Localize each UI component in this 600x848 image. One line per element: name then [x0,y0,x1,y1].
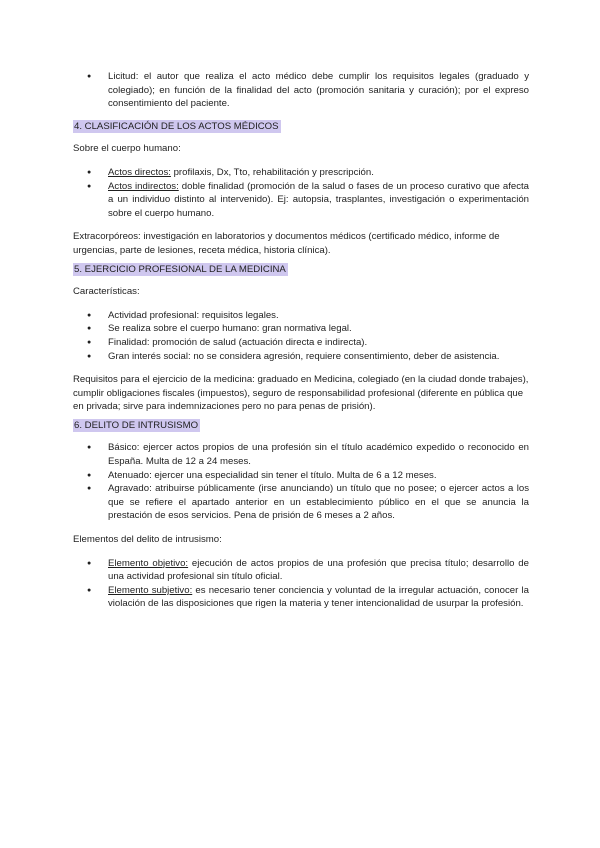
list-item [73,180,529,221]
section-5-heading: 5. EJERCICIO PROFESIONAL DE LA MEDICINA [74,263,286,275]
section-5-list [73,309,529,363]
licitud-term: Licitud [108,71,136,82]
list-item [73,557,529,584]
item-term: Elemento objetivo: [108,557,189,569]
licitud-list [73,70,529,111]
list-item [73,70,529,111]
list-item: ● Básico: ejercer actos propios de una profesión sin el título académico expedido o reconocido en España. Multa de 12 a 24 meses. [73,441,529,468]
section-5-requisitos: Requisitos para el ejercicio de la medicina: graduado en Medicina, colegiado (en la ciudad donde trabajes), cumplir obligaciones fiscales (impuestos), seguro de responsabilidad profesional (diferente en pública que en privada; sirve para indemnizaciones pero no para penas de prisión). [73,374,529,413]
licitud-text: : el autor que realiza el acto médico debe cumplir los requisitos legales (graduado y colegiado); en función de la finalidad del acto (promoción sanitaria y curación); por el expreso consentimiento del paciente. [108,71,529,110]
item-term: Actos directos: [108,166,171,178]
item-text: ejecución de actos propios de una profesión que precisa título; desarrollo de una actividad profesional sin título oficial. [108,557,529,583]
item-text: profilaxis, Dx, Tto, rehabilitación y prescripción. [170,166,374,178]
document-page [73,70,529,611]
list-item: ● Agravado: atribuirse públicamente (irse anunciando) un título que no posee; o ejercer actos a los que se refiere el apartado anterior en un establecimiento público en el que se anuncia la prestación de esos servicios. Pena de prisión de 6 meses a 2 años. [73,482,529,523]
list-item [73,166,529,180]
section-6-elementos-intro: Elementos del delito de intrusismo: [73,534,222,546]
list-item: ● Actividad profesional: requisitos legales. [73,309,529,323]
list-item: ● Gran interés social: no se considera agresión, requiere consentimiento, deber de asistencia. [73,350,529,364]
item-text: doble finalidad (promoción de la salud o fases de un proceso curativo que afecta a un individuo distinto al intervenido). Ej: autopsia, trasplantes, investigación o experimentación sobre el cuerpo humano. [108,180,530,219]
section-4-heading: 4. CLASIFICACIÓN DE LOS ACTOS MÉDICOS [74,120,279,132]
section-4-intro: Sobre el cuerpo humano: [73,143,181,155]
section-6-list [73,441,529,523]
list-item: ● Se realiza sobre el cuerpo humano: gran normativa legal. [73,322,529,336]
list-item [73,584,529,611]
section-4-extra: Extracorpóreos: investigación en laboratorios y documentos médicos (certificado médico, informe de urgencias, parte de lesiones, receta médica, historia clínica). [73,231,500,256]
item-term: Actos indirectos: [108,180,179,192]
list-item: ● Finalidad: promoción de salud (actuación directa e indirecta). [73,336,529,350]
section-5-intro: Características: [73,286,140,298]
item-term: Elemento subjetivo: [108,584,193,596]
list-item: ● Atenuado: ejercer una especialidad sin tener el título. Multa de 6 a 12 meses. [73,469,529,483]
section-6-heading: 6. DELITO DE INTRUSISMO [74,419,199,431]
item-text: es necesario tener conciencia y voluntad de la irregular actuación, conocer la violación de las disposiciones que rigen la materia y tener intencionalidad de usurpar la profesión. [108,584,529,610]
section-4-list [73,166,529,220]
section-6-elementos-list [73,557,529,611]
